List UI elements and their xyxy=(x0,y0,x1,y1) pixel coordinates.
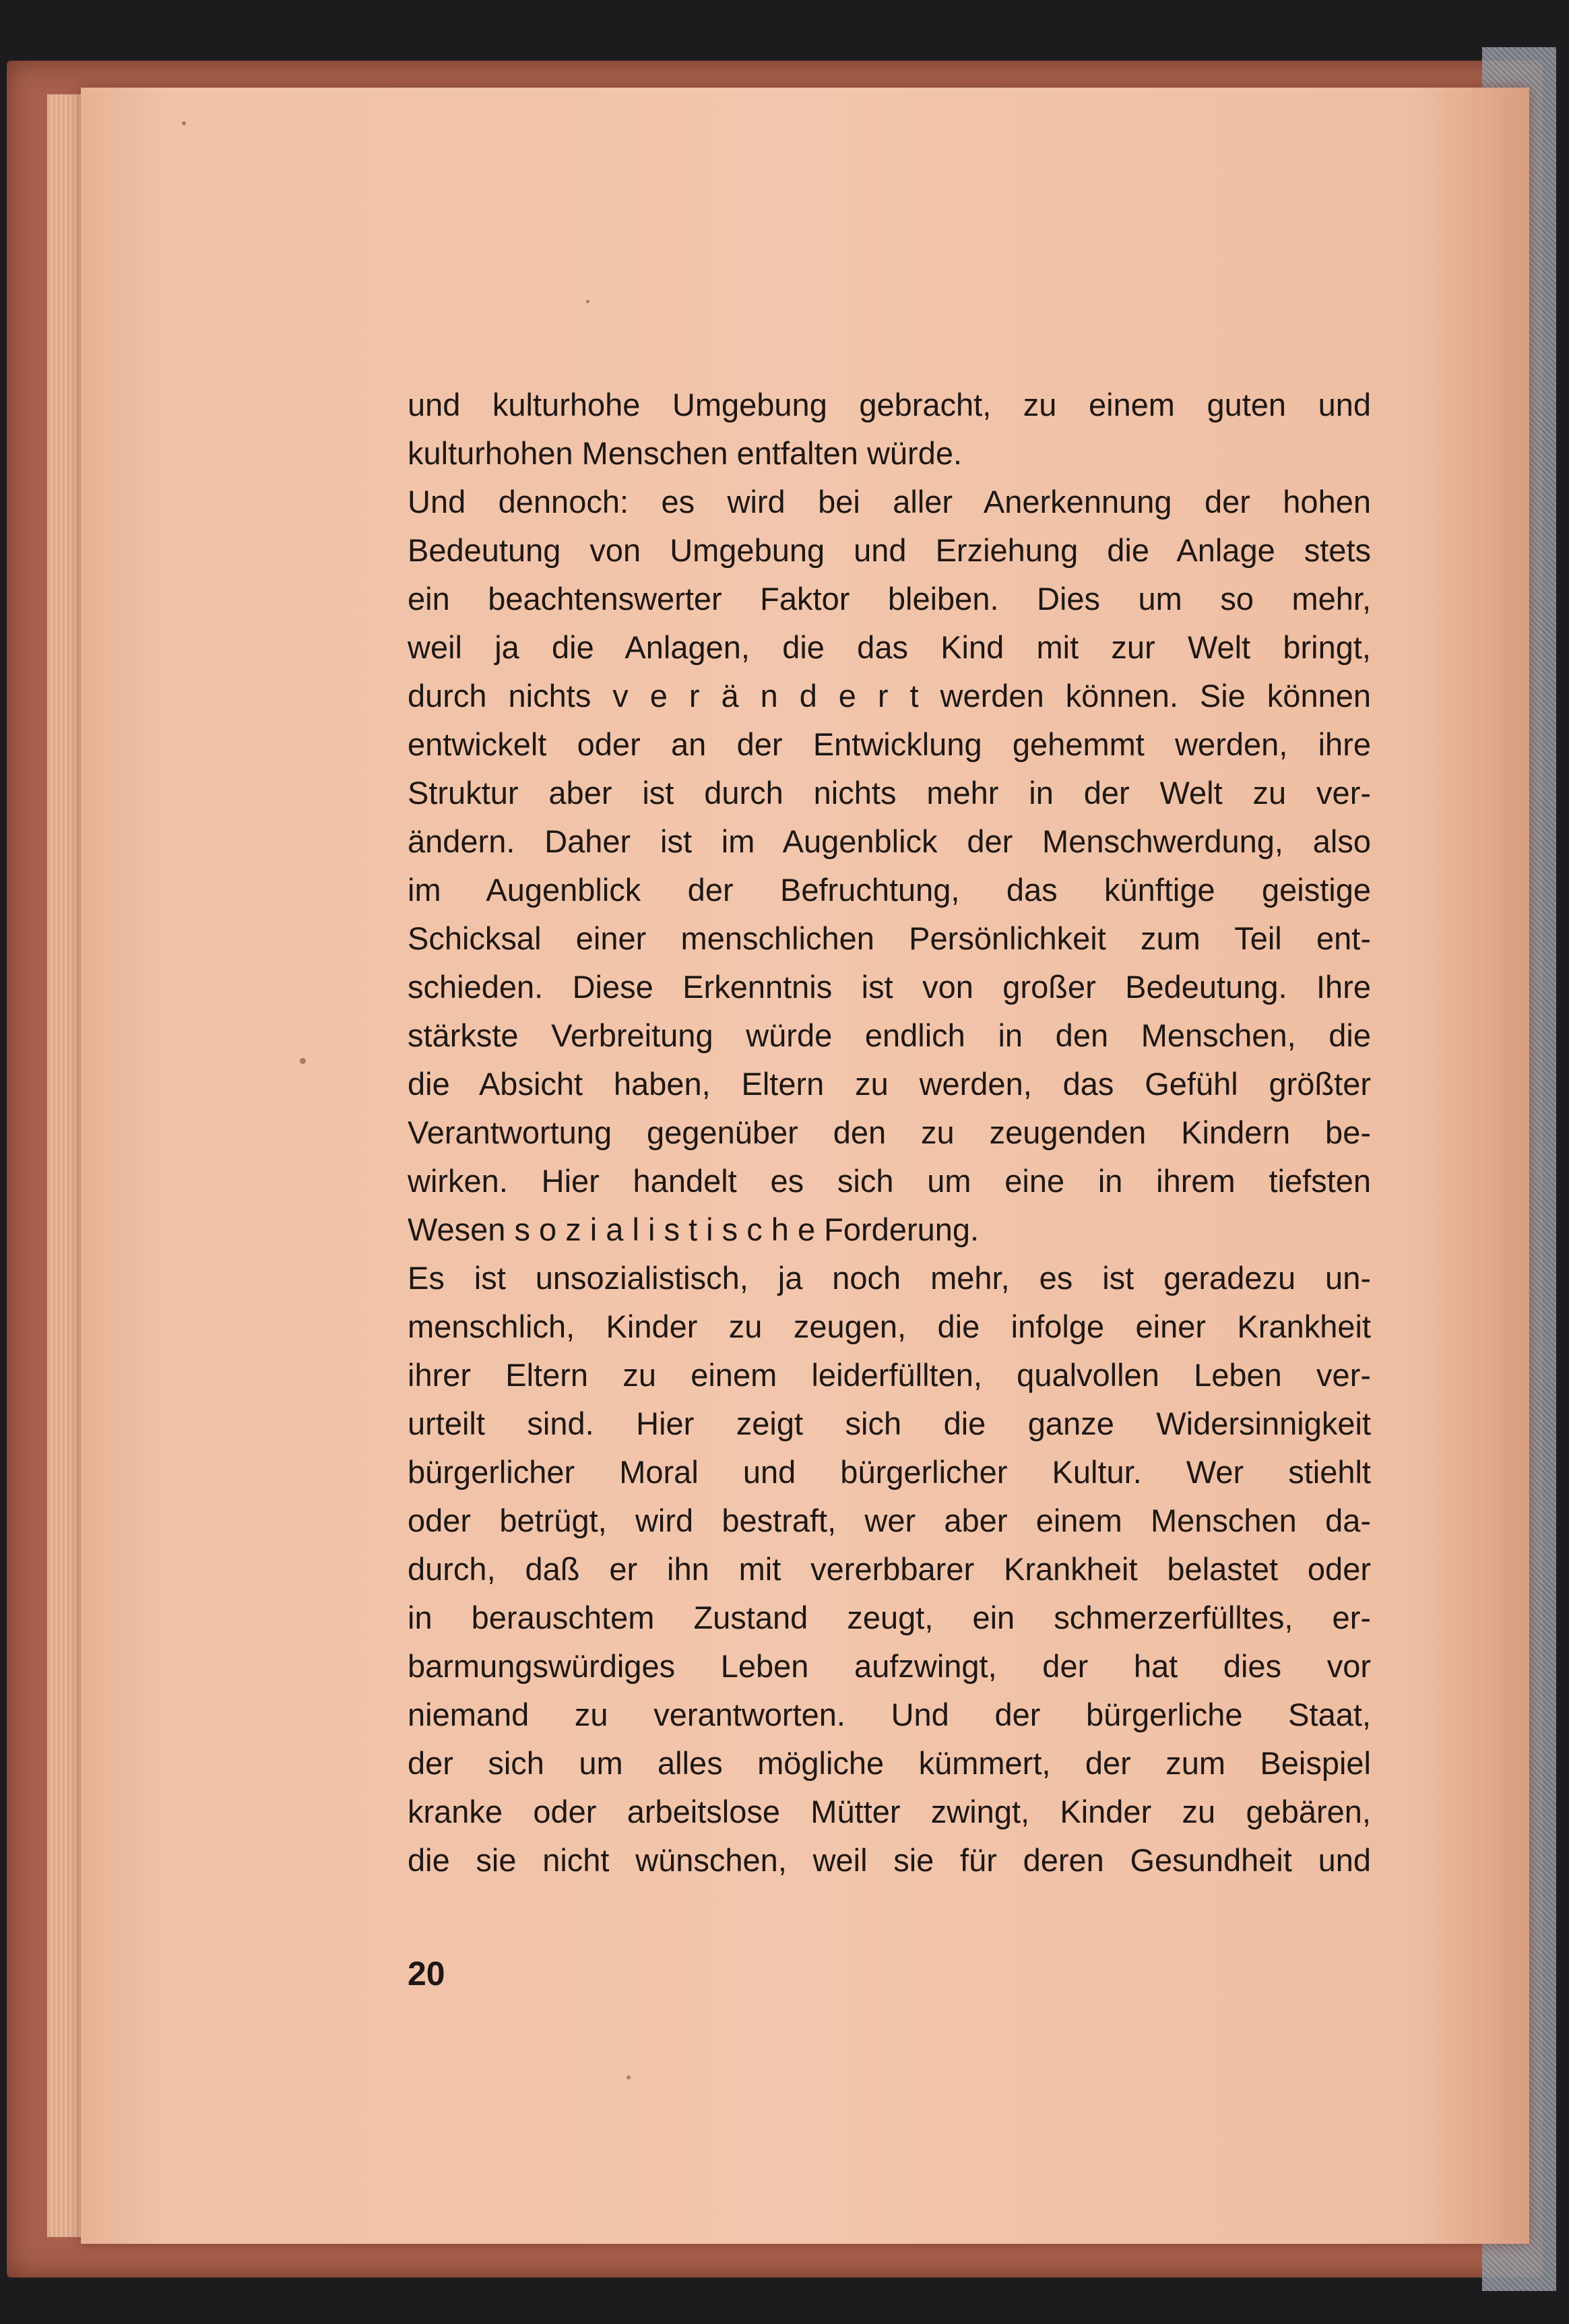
text-line: menschlich, Kinder zu zeugen, die infolge einer Krankheit xyxy=(408,1309,1371,1344)
text-line: ändern. Daher ist im Augenblick der Menschwerdung, also xyxy=(408,823,1371,859)
text-line: oder betrügt, wird bestraft, wer aber einem Menschen da- xyxy=(408,1503,1371,1538)
text-line: niemand zu verantworten. Und der bürgerliche Staat, xyxy=(408,1697,1371,1732)
text-line: Schicksal einer menschlichen Persönlichkeit zum Teil ent- xyxy=(408,920,1371,956)
page-number: 20 xyxy=(408,1955,445,1992)
text-line: in berauschtem Zustand zeugt, ein schmerzerfülltes, er- xyxy=(408,1600,1371,1635)
text-line: die sie nicht wünschen, weil sie für deren Gesundheit und xyxy=(408,1842,1371,1878)
text-line: durch nichts v e r ä n d e r t werden können. Sie können xyxy=(408,678,1371,714)
text-line: und kulturhohe Umgebung gebracht, zu einem guten und xyxy=(408,387,1371,422)
text-line: ihrer Eltern zu einem leiderfüllten, qualvollen Leben ver- xyxy=(408,1357,1371,1393)
text-line: entwickelt oder an der Entwicklung gehemmt werden, ihre xyxy=(408,726,1371,762)
text-line: Es ist unsozialistisch, ja noch mehr, es ist geradezu un- xyxy=(408,1260,1371,1296)
text-line: wirken. Hier handelt es sich um eine in ihrem tiefsten xyxy=(408,1163,1371,1199)
text-line: Und dennoch: es wird bei aller Anerkennung der hohen xyxy=(408,484,1371,520)
text-line: stärkste Verbreitung würde endlich in den Menschen, die xyxy=(408,1017,1371,1053)
paper-speck xyxy=(586,300,589,303)
text-line: kulturhohen Menschen entfalten würde. xyxy=(408,435,963,471)
text-line: bürgerlicher Moral und bürgerlicher Kultur. Wer stiehlt xyxy=(408,1454,1371,1490)
text-line: durch, daß er ihn mit vererbbarer Krankheit belastet oder xyxy=(408,1551,1371,1587)
text-line: barmungswürdiges Leben aufzwingt, der hat dies vor xyxy=(408,1648,1371,1684)
paper-speck xyxy=(182,121,186,125)
text-line: kranke oder arbeitslose Mütter zwingt, Kinder zu gebären, xyxy=(408,1794,1371,1829)
text-line: weil ja die Anlagen, die das Kind mit zur Welt bringt, xyxy=(408,629,1371,665)
text-line: urteilt sind. Hier zeigt sich die ganze Widersinnigkeit xyxy=(408,1406,1371,1441)
text-line: Verantwortung gegenüber den zu zeugenden Kindern be- xyxy=(408,1114,1371,1150)
text-line: Bedeutung von Umgebung und Erziehung die Anlage stets xyxy=(408,532,1371,568)
text-line: im Augenblick der Befruchtung, das künftige geistige xyxy=(408,872,1371,908)
text-line: der sich um alles mögliche kümmert, der zum Beispiel xyxy=(408,1745,1371,1781)
paper-speck xyxy=(300,1058,306,1064)
text-line: Struktur aber ist durch nichts mehr in der Welt zu ver- xyxy=(408,775,1371,811)
text-line: Wesen s o z i a l i s t i s c h e Forderung. xyxy=(408,1212,980,1247)
text-line: schieden. Diese Erkenntnis ist von großer Bedeutung. Ihre xyxy=(408,969,1371,1005)
paper-speck xyxy=(627,2075,631,2079)
text-line: die Absicht haben, Eltern zu werden, das Gefühl größter xyxy=(408,1066,1371,1102)
body-text xyxy=(408,381,1371,1885)
text-line: ein beachtenswerter Faktor bleiben. Dies um so mehr, xyxy=(408,581,1371,617)
